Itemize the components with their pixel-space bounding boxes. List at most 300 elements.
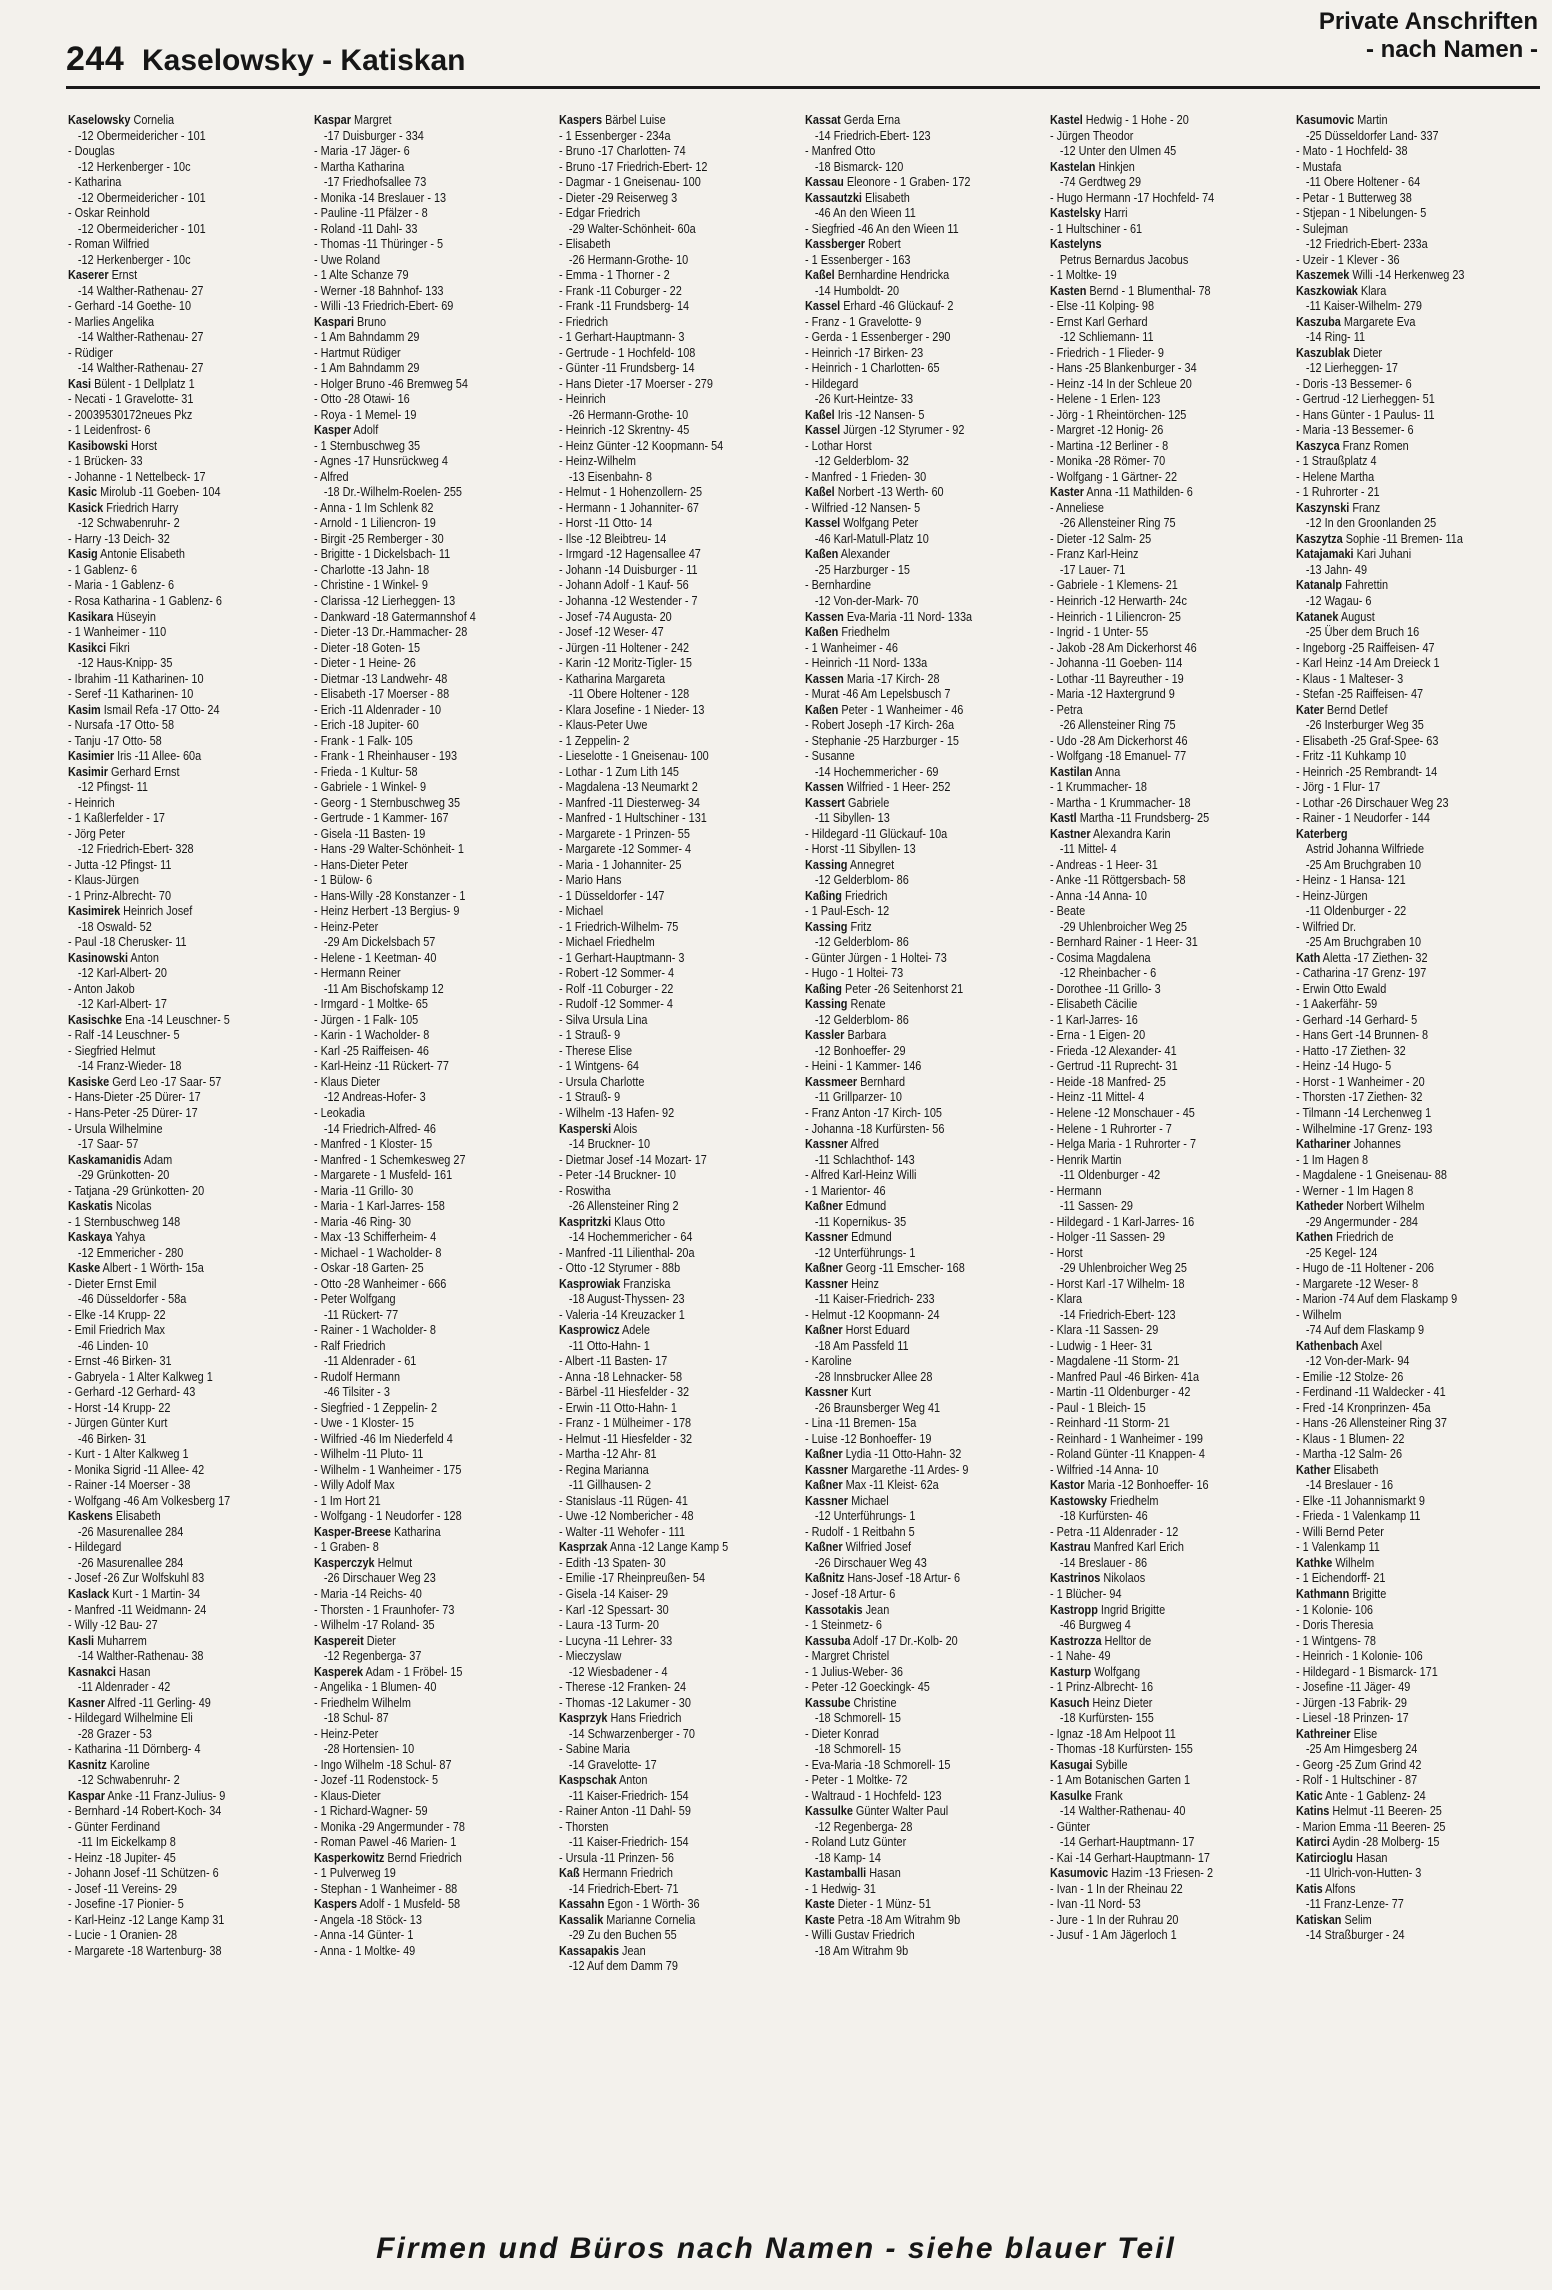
sub-entry: - Katharina <box>68 174 122 190</box>
surname-entry: Kath Aletta -17 Ziethen- 32 <box>1295 949 1428 965</box>
sub-entry: - 1 Alte Schanze 79 <box>313 267 409 283</box>
sub-entry: - Murat -46 Am Lepelsbusch 7 <box>804 686 951 702</box>
surname-entry: Kastilan Anna <box>1050 763 1121 779</box>
sub-entry: - 1 Gerhart-Hauptmann- 3 <box>559 329 685 345</box>
sub-entry: - Josef -18 Artur- 6 <box>804 1585 896 1601</box>
surname: Katanalp <box>1295 577 1343 593</box>
sub-entry: - Silva Ursula Lina <box>559 1011 648 1027</box>
sub-entry: - Lothar -26 Dirschauer Weg 23 <box>1295 794 1449 810</box>
sub-entry: - Margarete -12 Sommer- 4 <box>559 841 692 857</box>
surname-entry: Kasikci Fikri <box>68 639 130 655</box>
sub-entry: - 1 Sternbuschweg 148 <box>68 1213 181 1229</box>
sub-entry: - Wilfried -14 Anna- 10 <box>1050 1461 1159 1477</box>
surname: Kassuba <box>804 1632 851 1648</box>
sub-entry: - 1 Prinz-Albrecht- 16 <box>1050 1679 1154 1695</box>
sub-entry: - Hugo - 1 Holtei- 73 <box>804 965 903 981</box>
sub-entry: - Siegfried - 1 Zeppelin- 2 <box>313 1399 437 1415</box>
surname-entry: Kaßen Alexander <box>804 546 890 562</box>
sub-entry: - 1 Blücher- 94 <box>1050 1585 1122 1601</box>
sub-entry: - Bruno -17 Charlotten- 74 <box>559 143 686 159</box>
sub-entry: - Reinhard -11 Storm- 21 <box>1050 1415 1171 1431</box>
sub-entry: - Gertrude - 1 Kammer- 167 <box>313 810 449 826</box>
directory-columns <box>68 112 1542 2202</box>
section-heading-line2: - nach Namen - <box>1365 36 1538 63</box>
surname-entry: Kaspereit Dieter <box>313 1632 396 1648</box>
sub-entry: - Wolfgang - 1 Gärtner- 22 <box>1050 468 1178 484</box>
address-line: -14 Walther-Rathenau- 38 <box>77 1648 204 1664</box>
sub-entry: - Monika -14 Breslauer - 13 <box>313 189 446 205</box>
sub-entry: - Dietmar -13 Landwehr- 48 <box>313 670 447 686</box>
surname: Kasi <box>68 375 92 391</box>
address-line: -26 Dirschauer Weg 43 <box>814 1554 927 1570</box>
address-line: -14 Gerhart-Hauptmann- 17 <box>1060 1834 1195 1850</box>
surname-entry: Kassert Gabriele <box>804 794 890 810</box>
sub-entry: - Wilhelm -13 Hafen- 92 <box>559 1105 675 1120</box>
surname-entry: Kastropp Ingrid Brigitte <box>1050 1601 1166 1617</box>
sub-entry: - Robert Joseph -17 Kirch- 26a <box>804 717 954 733</box>
directory-column <box>559 112 805 2202</box>
sub-entry: - Klara Josefine - 1 Nieder- 13 <box>559 701 705 717</box>
sub-entry: - Heinrich - 1 Liliencron- 25 <box>1050 608 1182 624</box>
surname: Kaszynski <box>1295 499 1350 515</box>
sub-entry: - Manfred - 1 Schemkesweg 27 <box>313 1151 466 1167</box>
surname-entry: Kaspritzki Klaus Otto <box>559 1213 666 1229</box>
address-line: -12 Von-der-Mark- 70 <box>814 592 919 608</box>
address-line: -14 Franz-Wieder- 18 <box>77 1058 182 1074</box>
sub-entry: - Horst Karl -17 Wilhelm- 18 <box>1050 1275 1185 1291</box>
address-line: -29 Walter-Schönheit- 60a <box>569 220 696 236</box>
sub-entry: - 20039530172neues Pkz <box>68 406 193 422</box>
address-line: -12 Rheinbacher - 6 <box>1060 965 1157 981</box>
sub-entry: - Heini - 1 Kammer- 146 <box>804 1058 922 1074</box>
surname: Kasibowski <box>68 437 129 453</box>
surname-entry: Kaspar Anke -11 Franz-Julius- 9 <box>68 1787 226 1803</box>
sub-entry: - Johann Josef -11 Schützen- 6 <box>68 1865 219 1881</box>
sub-entry: - Heinz -18 Jupiter- 45 <box>68 1849 176 1865</box>
sub-entry: - Heinrich -25 Rembrandt- 14 <box>1295 763 1438 779</box>
surname: Kastilan <box>1050 763 1093 779</box>
address-line: -26 Dirschauer Weg 23 <box>323 1570 436 1586</box>
address-line: -11 Gillhausen- 2 <box>569 1477 652 1493</box>
surname: Kaske <box>68 1260 101 1276</box>
sub-entry: - Ernst Karl Gerhard <box>1050 313 1148 329</box>
surname: Kaßnitz <box>804 1570 845 1586</box>
address-line: -12 Karl-Albert- 20 <box>77 965 167 981</box>
address-line: -12 Haus-Knipp- 35 <box>77 655 173 671</box>
surname: Kasnitz <box>68 1756 107 1772</box>
sub-entry: - Otto -28 Otawi- 16 <box>313 391 410 407</box>
address-line: -14 Schwarzenberger - 70 <box>569 1725 696 1741</box>
sub-entry: - Anton Jakob <box>68 980 135 996</box>
sub-entry: - Hans -29 Walter-Schönheit- 1 <box>313 841 464 857</box>
sub-entry: - Mario Hans <box>559 872 622 888</box>
sub-entry: - Ernst -46 Birken- 31 <box>68 1353 172 1369</box>
address-line: -11 Ulrich-von-Hutten- 3 <box>1305 1865 1422 1881</box>
sub-entry: - Irmgard - 1 Moltke- 65 <box>313 996 428 1012</box>
sub-entry: - Gisela -14 Kaiser- 29 <box>559 1585 669 1601</box>
sub-entry: - Oskar Reinhold <box>68 205 150 221</box>
sub-entry: - Rainer - 1 Neudorfer - 144 <box>1295 810 1430 826</box>
sub-entry: - Rainer Anton -11 Dahl- 59 <box>559 1803 692 1819</box>
sub-entry: - Manfred - 1 Frieden- 30 <box>804 468 926 484</box>
surname: Kathreiner <box>1295 1725 1351 1741</box>
sub-entry: - Jusuf - 1 Am Jägerloch 1 <box>1050 1927 1178 1943</box>
sub-entry: - 1 Richard-Wagner- 59 <box>313 1803 428 1819</box>
address-line: -17 Duisburger - 334 <box>323 127 424 143</box>
address-line: -13 Eisenbahn- 8 <box>569 468 653 484</box>
address-line: -46 Karl-Matull-Platz 10 <box>814 530 929 546</box>
page-footer: Firmen und Büros nach Namen - siehe blauer Teil <box>376 2232 1176 2265</box>
address-line: -18 Schmorell- 15 <box>814 1710 901 1726</box>
sub-entry: - Rudolf -12 Sommer- 4 <box>559 996 674 1012</box>
surname-entry: Kassahn Egon - 1 Wörth- 36 <box>559 1896 700 1912</box>
sub-entry: - Nursafa -17 Otto- 58 <box>68 717 175 733</box>
sub-entry: - Manfred -11 Lilienthal- 20a <box>559 1244 695 1260</box>
address-line: -26 Allensteiner Ring 2 <box>569 1198 679 1214</box>
sub-entry: - Hugo Hermann -17 Hochfeld- 74 <box>1050 189 1215 205</box>
sub-entry: - Heinrich -12 Skrentny- 45 <box>559 422 690 438</box>
sub-entry: - Lothar Horst <box>804 437 872 453</box>
address-line: -11 Kaiser-Friedrich- 154 <box>569 1834 689 1850</box>
address-line: -11 Sibyllen- 13 <box>814 810 890 826</box>
sub-entry: - Rainer -14 Moerser - 38 <box>68 1477 191 1493</box>
sub-entry: - Manfred -11 Weidmann- 24 <box>68 1601 207 1617</box>
sub-entry: - Angelika - 1 Blumen- 40 <box>313 1679 437 1695</box>
sub-entry: - Wilfried -46 Im Niederfeld 4 <box>313 1430 453 1446</box>
address-line: -26 Allensteiner Ring 75 <box>1060 717 1176 733</box>
sub-entry: - Maria - 1 Johanniter- 25 <box>559 856 682 872</box>
surname-entry: Kaste Dieter - 1 Münz- 51 <box>804 1896 931 1912</box>
sub-entry: - Rolf - 1 Hultschiner - 87 <box>1295 1772 1418 1788</box>
sub-entry: - Otto -28 Wanheimer - 666 <box>313 1275 446 1291</box>
surname-entry: Kassen Eva-Maria -11 Nord- 133a <box>804 608 972 624</box>
surname-entry: Kasischke Ena -14 Leuschner- 5 <box>68 1011 230 1027</box>
surname-entry: Kasli Muharrem <box>68 1632 147 1648</box>
sub-entry: - Martha -12 Salm- 26 <box>1295 1446 1403 1462</box>
sub-entry: - Kai -14 Gerhart-Hauptmann- 17 <box>1050 1849 1211 1865</box>
sub-entry: - Bruno -17 Friedrich-Ebert- 12 <box>559 158 708 174</box>
surname: Kasig <box>68 546 98 562</box>
surname-entry: Kaspari Bruno <box>313 313 386 329</box>
sub-entry: - Wilfried -12 Nansen- 5 <box>804 499 920 515</box>
sub-entry: - Franz Anton -17 Kirch- 105 <box>804 1105 942 1120</box>
sub-entry: - Sulejman <box>1295 220 1349 236</box>
surname-entry: Kaspers Bärbel Luise <box>559 112 666 127</box>
sub-entry: - Max -13 Schifferheim- 4 <box>313 1229 436 1245</box>
surname-entry: Kastowsky Friedhelm <box>1050 1492 1159 1508</box>
surname: Kasper <box>313 422 351 438</box>
sub-entry: - 1 Zeppelin- 2 <box>559 732 630 748</box>
page-header <box>0 0 1552 92</box>
surname: Katic <box>1295 1787 1323 1803</box>
surname-entry: Kassberger Robert <box>804 236 901 252</box>
sub-entry: - Eva-Maria -18 Schmorell- 15 <box>804 1756 951 1772</box>
sub-entry: - Oskar -18 Garten- 25 <box>313 1260 424 1276</box>
sub-entry: - Wilhelm - 1 Wanheimer - 175 <box>313 1461 462 1477</box>
surname: Kaßel <box>804 406 835 422</box>
sub-entry: - 1 Kolonie- 106 <box>1295 1601 1373 1617</box>
sub-entry: - Ibrahim -11 Katharinen- 10 <box>68 670 204 686</box>
surname: Kastrozza <box>1050 1632 1102 1648</box>
surname-entry: Kastel Hedwig - 1 Hohe - 20 <box>1050 112 1190 127</box>
address-line: -12 Herkenberger - 10c <box>77 158 191 174</box>
address-line: -18 Oswald- 52 <box>77 918 152 934</box>
sub-entry: - Maria - 1 Karl-Jarres- 158 <box>313 1198 445 1214</box>
surname: Kastelyns <box>1050 236 1102 252</box>
sub-entry: - Emilie -12 Stolze- 26 <box>1295 1368 1404 1384</box>
surname: Kasner <box>68 1694 105 1710</box>
surname: Kasperczyk <box>313 1554 375 1570</box>
sub-entry: - Luise -12 Bonhoeffer- 19 <box>804 1430 932 1446</box>
sub-entry: - Wolfgang - 1 Neudorfer - 128 <box>313 1508 462 1524</box>
surname-entry: Kaskens Elisabeth <box>68 1508 161 1524</box>
surname-entry: Kasturp Wolfgang <box>1050 1663 1141 1679</box>
sub-entry: - Bärbel -11 Hiesfelder - 32 <box>559 1384 690 1400</box>
sub-entry: - Rudolf - 1 Reitbahn 5 <box>804 1523 915 1539</box>
sub-entry: - Roswitha <box>559 1182 611 1198</box>
sub-entry: - Magdalena -13 Neumarkt 2 <box>559 779 698 795</box>
surname: Kaspar <box>68 1787 105 1803</box>
sub-entry: - Franz Karl-Heinz <box>1050 546 1139 562</box>
surname: Kasim <box>68 701 101 717</box>
sub-entry: - Beate <box>1050 903 1086 919</box>
surname: Kaßing <box>804 980 842 996</box>
sub-entry: - 1 Strauß- 9 <box>559 1027 621 1043</box>
sub-entry: - Karl-Heinz -12 Lange Kamp 31 <box>68 1911 225 1927</box>
surname: Kasprowicz <box>559 1322 620 1338</box>
address-line: -12 Wagau- 6 <box>1305 592 1372 608</box>
surname-entry: Kathmann Brigitte <box>1295 1585 1387 1601</box>
sub-entry: - Lucie - 1 Oranien- 28 <box>68 1927 178 1943</box>
sub-entry: - Karl Heinz -14 Am Dreieck 1 <box>1295 655 1440 671</box>
surname: Kaszkowiak <box>1295 282 1358 298</box>
sub-entry: - Günter Ferdinand <box>68 1818 161 1834</box>
sub-entry: - Helene -12 Monschauer - 45 <box>1050 1105 1196 1120</box>
sub-entry: - Wilhelm <box>1295 1306 1342 1322</box>
sub-entry: - Thorsten -17 Ziethen- 32 <box>1295 1089 1423 1105</box>
sub-entry: - Necati - 1 Gravelotte- 31 <box>68 391 194 407</box>
surname: Kasulke <box>1050 1787 1093 1803</box>
sub-entry: - Klaus-Jürgen <box>68 872 139 888</box>
sub-entry: - Klaus-Dieter <box>313 1787 381 1803</box>
sub-entry: - Erich -18 Jupiter- 60 <box>313 717 419 733</box>
sub-entry: - Margarete -18 Wartenburg- 38 <box>68 1942 222 1958</box>
surname: Kassner <box>804 1136 848 1152</box>
sub-entry: - 1 Aakerfähr- 59 <box>1295 996 1378 1012</box>
address-line: -18 Am Witrahm 9b <box>814 1942 908 1958</box>
sub-entry: - Rolf -11 Coburger - 22 <box>559 980 674 996</box>
sub-entry: - Gisela -11 Basten- 19 <box>313 825 425 841</box>
surname: Katanek <box>1295 608 1339 624</box>
address-line: -46 An den Wieen 11 <box>814 205 916 221</box>
surname-entry: Kasulke Frank <box>1050 1787 1124 1803</box>
surname-entry: Kaszuba Margarete Eva <box>1295 313 1416 329</box>
surname: Kassner <box>804 1229 848 1245</box>
sub-entry: - 1 Im Hort 21 <box>313 1492 381 1508</box>
surname: Kasick <box>68 499 104 515</box>
sub-entry: - Ingeborg -25 Raiffeisen- 47 <box>1295 639 1435 655</box>
sub-entry: - Martha -12 Ahr- 81 <box>559 1446 657 1462</box>
sub-entry: - Otto -12 Styrumer - 88b <box>559 1260 681 1276</box>
surname: Kathen <box>1295 1229 1333 1245</box>
surname: Kaßner <box>804 1477 843 1493</box>
sub-entry: - Jörg Peter <box>68 825 125 841</box>
surname: Kasprowiak <box>559 1275 621 1291</box>
surname-entry: Kaszytza Sophie -11 Bremen- 11a <box>1295 530 1463 546</box>
sub-entry: - Hans Günter - 1 Paulus- 11 <box>1295 406 1435 422</box>
address-line: -11 Mittel- 4 <box>1060 841 1117 857</box>
surname: Kasumovic <box>1295 112 1355 127</box>
surname: Kassahn <box>559 1896 605 1912</box>
sub-entry: - 1 Düsseldorfer - 147 <box>559 887 665 903</box>
sub-entry: - Ivan -11 Nord- 53 <box>1050 1896 1142 1912</box>
sub-entry: - Heinrich -11 Nord- 133a <box>804 655 927 671</box>
surname-entry: Katirci Aydin -28 Molberg- 15 <box>1295 1834 1440 1850</box>
address-line: Petrus Bernardus Jacobus <box>1060 251 1189 267</box>
surname-entry: Kasiske Gerd Leo -17 Saar- 57 <box>68 1073 222 1089</box>
sub-entry: - Anna - 1 Moltke- 49 <box>313 1942 415 1958</box>
surname: Kasli <box>68 1632 95 1648</box>
sub-entry: - Paul -18 Cherusker- 11 <box>68 934 187 950</box>
sub-entry: - 1 Kaßlerfelder - 17 <box>68 810 165 826</box>
surname-entry: Kaspschak Anton <box>559 1772 648 1788</box>
page-number: 244 <box>66 40 125 78</box>
surname-entry: Kathenbach Axel <box>1295 1337 1383 1353</box>
sub-entry: - Dieter -18 Goten- 15 <box>313 639 420 655</box>
sub-entry: - Magdalene - 1 Gneisenau- 88 <box>1295 1167 1447 1183</box>
surname: Kastamballi <box>804 1865 866 1881</box>
surname-entry: Kasnakci Hasan <box>68 1663 151 1679</box>
sub-entry: - Friedhelm Wilhelm <box>313 1694 411 1710</box>
address-line: -12 Obermeidericher - 101 <box>77 189 206 205</box>
sub-entry: - Thorsten <box>559 1818 609 1834</box>
surname-entry: Kather Elisabeth <box>1295 1461 1379 1477</box>
sub-entry: - Frieda -12 Alexander- 41 <box>1050 1042 1178 1058</box>
sub-entry: - Hildegard <box>68 1539 122 1555</box>
sub-entry: - Gabryela - 1 Alter Kalkweg 1 <box>68 1368 213 1384</box>
sub-entry: - Martina -12 Berliner - 8 <box>1050 437 1169 453</box>
address-line: -11 Kopernikus- 35 <box>814 1213 906 1229</box>
surname: Katheder <box>1295 1198 1344 1214</box>
address-line: -28 Innsbrucker Allee 28 <box>814 1368 933 1384</box>
sub-entry: - 1 Am Botanischen Garten 1 <box>1050 1772 1191 1788</box>
surname: Kassing <box>804 996 848 1012</box>
sub-entry: - Gerhard -12 Gerhard- 43 <box>68 1384 196 1400</box>
sub-entry: - Jürgen - 1 Falk- 105 <box>313 1011 418 1027</box>
surname-entry: Kassner Heinz <box>804 1275 879 1291</box>
header-rule <box>66 86 1540 89</box>
surname-entry: Kasumovic Martin <box>1295 112 1388 127</box>
sub-entry: - 1 Prinz-Albrecht- 70 <box>68 887 172 903</box>
surname-entry: Kastner Alexandra Karin <box>1050 825 1171 841</box>
sub-entry: - Johanna -18 Kurfürsten- 56 <box>804 1120 945 1136</box>
surname-entry: Kasperkowitz Bernd Friedrich <box>313 1849 462 1865</box>
address-line: -25 Am Bruchgraben 10 <box>1305 934 1421 950</box>
surname: Kaßel <box>804 484 835 500</box>
surname-entry: Kaßner Horst Eduard <box>804 1322 910 1338</box>
sub-entry: - Stanislaus -11 Rügen- 41 <box>559 1492 689 1508</box>
surname-entry: Kaßel Norbert -13 Werth- 60 <box>804 484 944 500</box>
surname-entry: Kasumovic Hazim -13 Friesen- 2 <box>1050 1865 1214 1881</box>
address-line: -14 Friedrich-Alfred- 46 <box>323 1120 436 1136</box>
address-line: -11 Otto-Hahn- 1 <box>569 1337 651 1353</box>
sub-entry: - 1 Julius-Weber- 36 <box>804 1663 903 1679</box>
surname-entry: Kastelan Hinkjen <box>1050 158 1136 174</box>
sub-entry: - Fritz -11 Kuhkamp 10 <box>1295 748 1407 764</box>
address-line: -11 Kaiser-Friedrich- 233 <box>814 1291 935 1307</box>
sub-entry: - Holger -11 Sassen- 29 <box>1050 1229 1166 1245</box>
surname-entry: Kaßen Peter - 1 Wanheimer - 46 <box>804 701 964 717</box>
surname-entry: Kaster Anna -11 Mathilden- 6 <box>1050 484 1194 500</box>
address-line: -11 Rückert- 77 <box>323 1306 398 1322</box>
sub-entry: - Rainer - 1 Wacholder- 8 <box>313 1322 436 1338</box>
sub-entry: - Josef -74 Augusta- 20 <box>559 608 672 624</box>
sub-entry: - Reinhard - 1 Wanheimer - 199 <box>1050 1430 1204 1446</box>
sub-entry: - Mato - 1 Hochfeld- 38 <box>1295 143 1408 159</box>
surname: Kassler <box>804 1027 845 1043</box>
sub-entry: - Frieda - 1 Kultur- 58 <box>313 763 418 779</box>
surname: Kaspar <box>313 112 351 127</box>
address-line: -12 Wiesbadener - 4 <box>569 1663 668 1679</box>
sub-entry: - Michael - 1 Wacholder- 8 <box>313 1244 442 1260</box>
sub-entry: - Uwe -12 Nombericher - 48 <box>559 1508 694 1524</box>
sub-entry: - Hildegard - 1 Karl-Jarres- 16 <box>1050 1213 1195 1229</box>
address-line: -25 Am Bruchgraben 10 <box>1305 856 1421 872</box>
surname-entry: Kassing Renate <box>804 996 886 1012</box>
sub-entry: - Heinz-Wilhelm <box>559 453 637 469</box>
surname-entry: Kassapakis Jean <box>559 1942 646 1958</box>
surname-entry: Kasper Adolf <box>313 422 378 438</box>
surname-entry: Kasinowski Anton <box>68 949 159 965</box>
address-line: -26 Masurenallee 284 <box>77 1523 184 1539</box>
sub-entry: - Tanju -17 Otto- 58 <box>68 732 162 748</box>
sub-entry: - Manfred Otto <box>804 143 876 159</box>
sub-entry: - Erich -11 Aldenrader - 10 <box>313 701 441 717</box>
sub-entry: - Wilfried Dr. <box>1295 918 1356 934</box>
surname: Kassotakis <box>804 1601 863 1617</box>
sub-entry: - Karl -12 Spessart- 30 <box>559 1601 669 1617</box>
address-line: -17 Lauer- 71 <box>1060 561 1126 577</box>
surname-entry: Kaskatis Nicolas <box>68 1198 152 1214</box>
sub-entry: - Maria -11 Grillo- 30 <box>313 1182 413 1198</box>
surname-entry: Kaselowsky Cornelia <box>68 112 175 127</box>
sub-entry: - Albert -11 Basten- 17 <box>559 1353 668 1369</box>
sub-entry: - Hildegard Wilhelmine Eli <box>68 1710 193 1726</box>
address-line: -29 Uhlenbroicher Weg 25 <box>1060 1260 1188 1276</box>
sub-entry: - Stefan -25 Raiffeisen- 47 <box>1295 686 1424 702</box>
surname: Kassel <box>804 515 840 531</box>
sub-entry: - Hildegard <box>804 375 859 391</box>
sub-entry: - Ilse -12 Bleibtreu- 14 <box>559 530 667 546</box>
address-line: -11 Obere Holtener - 128 <box>569 686 690 702</box>
sub-entry: - Therese -12 Franken- 24 <box>559 1679 687 1695</box>
sub-entry: - Christine - 1 Winkel- 9 <box>313 577 428 593</box>
address-line: -46 Burgweg 4 <box>1060 1617 1132 1633</box>
sub-entry: - Mustafa <box>1295 158 1342 174</box>
address-line: -12 Andreas-Hofer- 3 <box>323 1089 426 1105</box>
surname: Kaspers <box>313 1896 357 1912</box>
address-line: -12 Friedrich-Ebert- 233a <box>1305 236 1428 252</box>
address-line: -12 Obermeidericher - 101 <box>77 220 206 236</box>
sub-entry: - Willi Gustav Friedrich <box>804 1927 915 1943</box>
sub-entry: - Bernhard Rainer - 1 Heer- 31 <box>1050 934 1199 950</box>
sub-entry: - Wilhelm -17 Roland- 35 <box>313 1617 435 1633</box>
surname-entry: Kastrinos Nikolaos <box>1050 1570 1146 1586</box>
sub-entry: - Jürgen -13 Fabrik- 29 <box>1295 1694 1407 1710</box>
surname-entry: Kathreiner Elise <box>1295 1725 1378 1741</box>
sub-entry: - Willy -12 Bau- 27 <box>68 1617 158 1633</box>
sub-entry: - Klara <box>1050 1291 1083 1307</box>
